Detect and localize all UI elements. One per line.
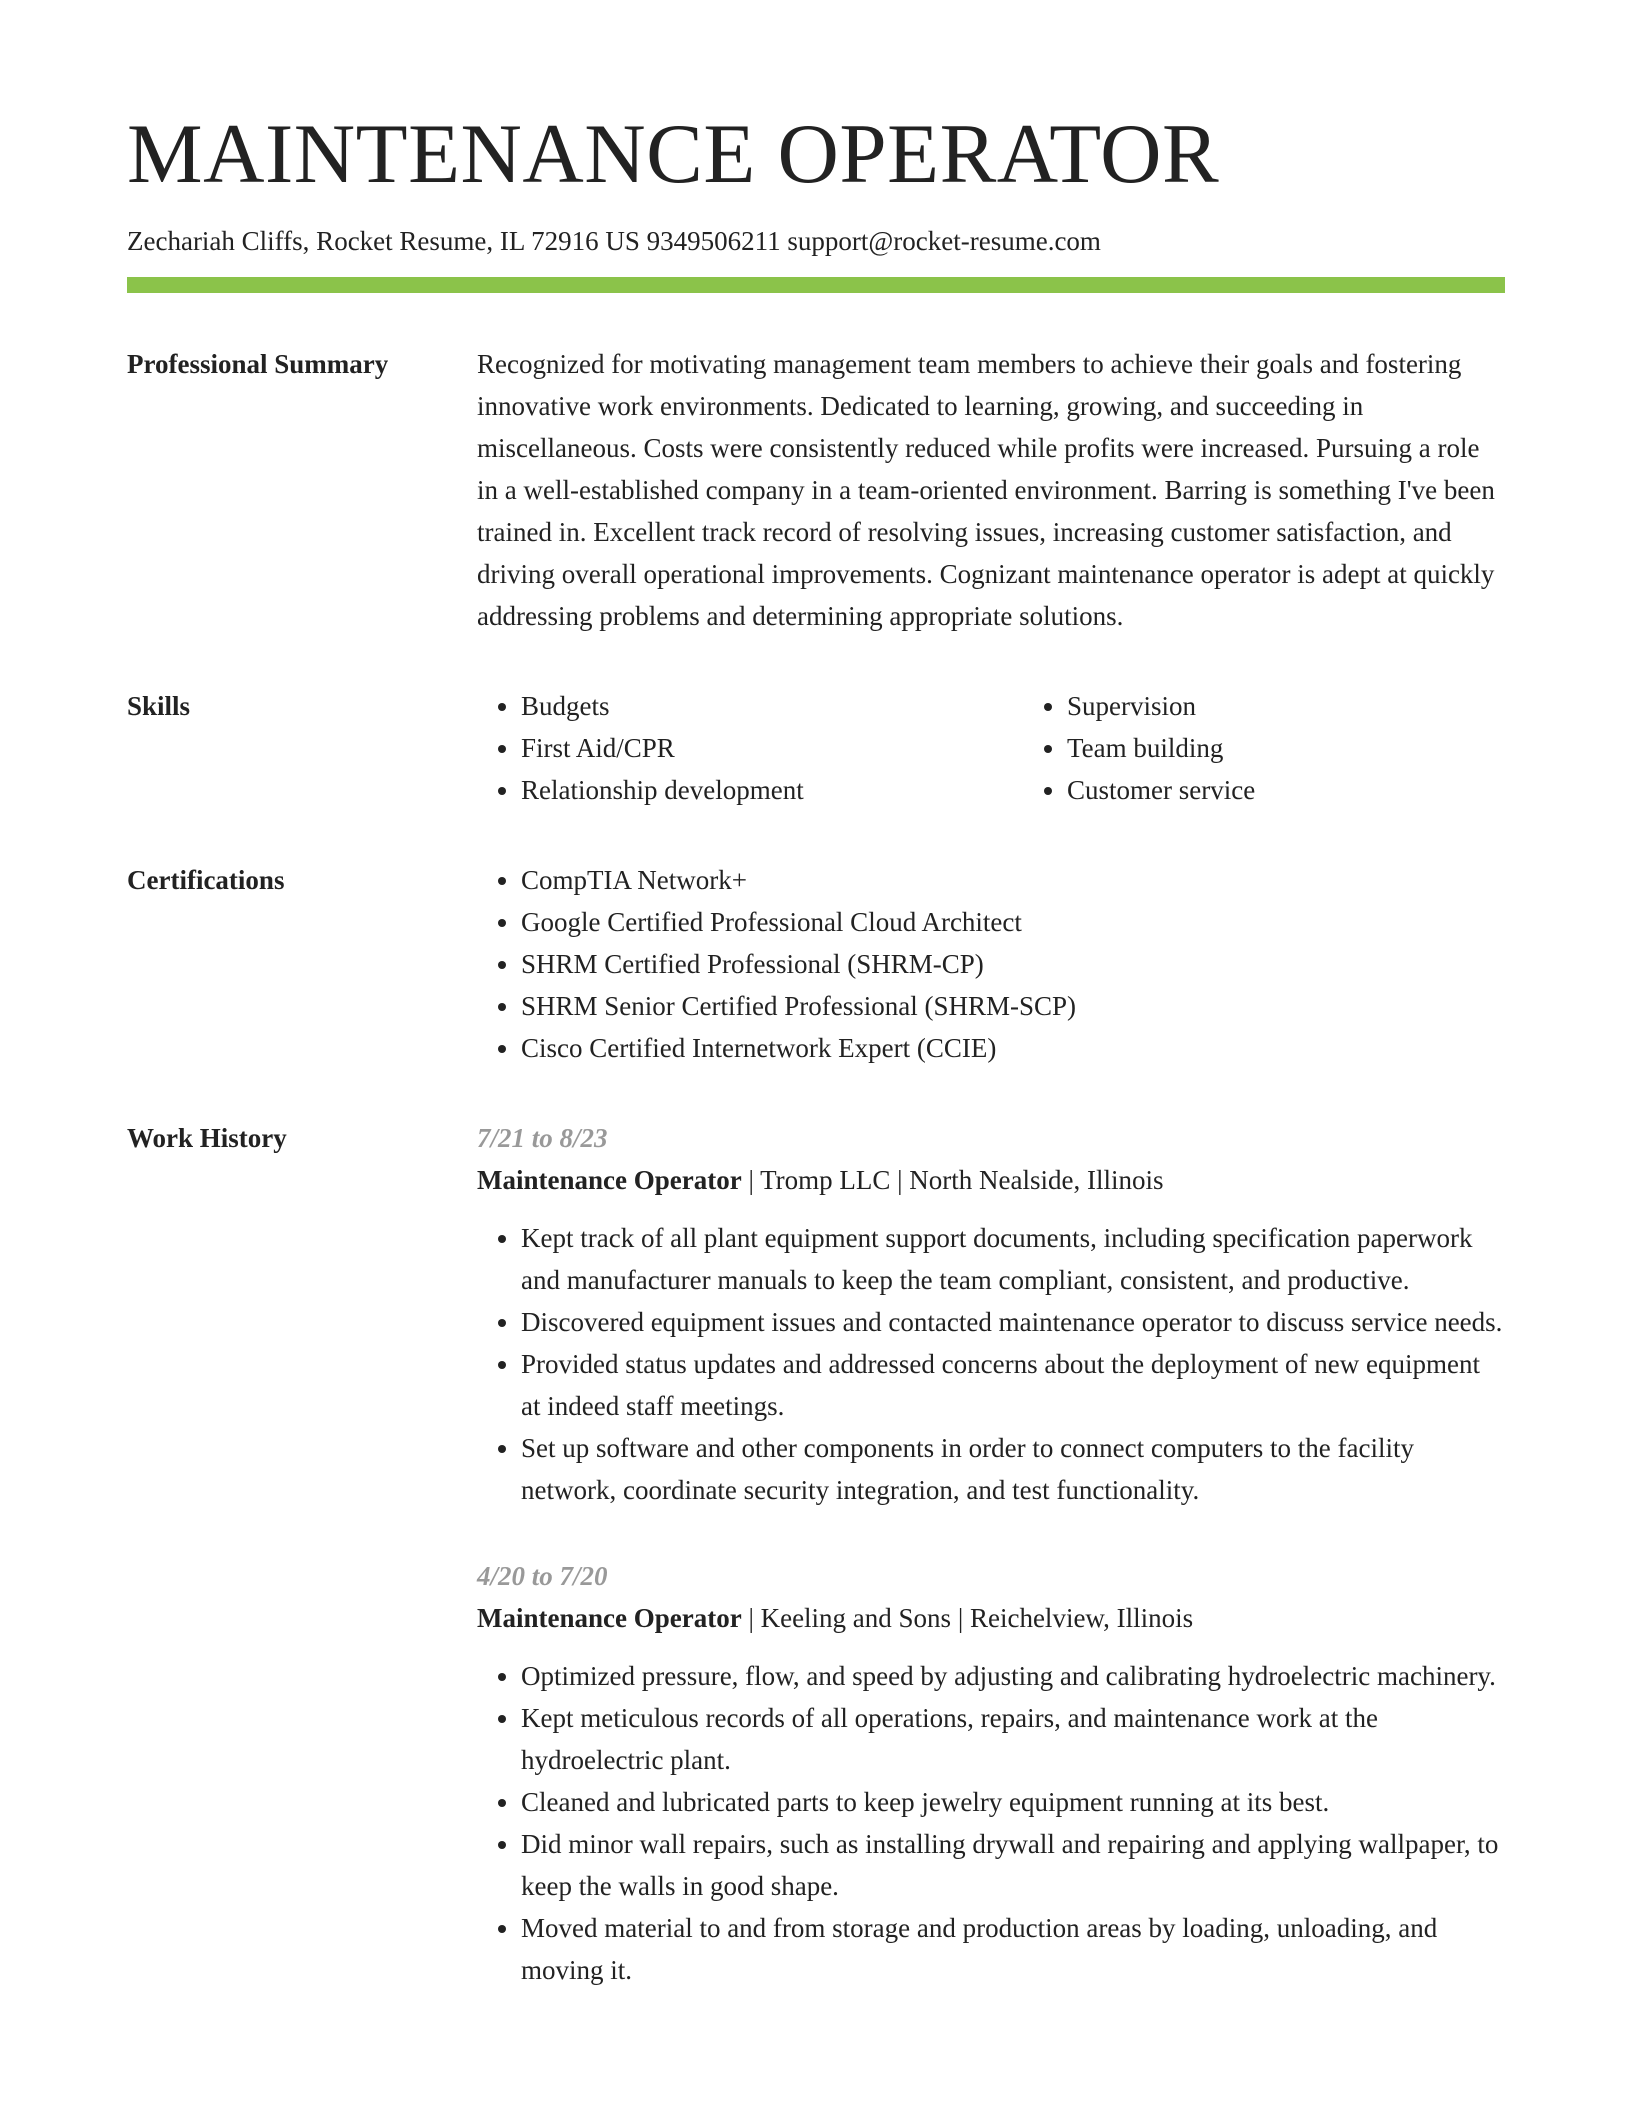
- certification-item: • CompTIA Network+: [521, 859, 1505, 901]
- certification-item: • SHRM Senior Certified Professional (SHRM-SCP): [521, 985, 1505, 1027]
- contact-phone: 9349506211: [646, 226, 781, 256]
- skill-item: • Supervision: [1067, 685, 1505, 727]
- job-bullets: [477, 1655, 1505, 1991]
- job-bullet: • Discovered equipment issues and contacted maintenance operator to discuss service needs.: [521, 1301, 1505, 1343]
- job-dates: 7/21 to 8/23: [477, 1123, 608, 1154]
- summary-text: Recognized for motivating management team members to achieve their goals and fostering innovative work environments. Dedicated to learning, growing, and succeeding in miscellaneous. Costs were consistently reduced while profits were increased. Pursuing a role in a well-established company in a team-oriented environment. Barring is something I've been trained in. Excellent track record of resolving issues, increasing customer satisfaction, and driving overall operational improvements. Cognizant maintenance operator is adept at quickly addressing problems and determining appropriate solutions.: [477, 349, 1495, 632]
- job-bullets: [477, 1217, 1505, 1511]
- job-header: [477, 1159, 1505, 1201]
- work-history-section: [127, 1117, 1505, 1991]
- job-bullet: • Did minor wall repairs, such as installing drywall and repairing and applying wallpaper, to keep the walls in good shape.: [521, 1823, 1505, 1907]
- job-bullet: • Optimized pressure, flow, and speed by adjusting and calibrating hydroelectric machinery.: [521, 1655, 1505, 1697]
- contact-address: Zechariah Cliffs, Rocket Resume, IL 72916 US: [127, 226, 640, 256]
- job-bullet: • Provided status updates and addressed concerns about the deployment of new equipment at indeed staff meetings.: [521, 1343, 1505, 1427]
- job-bullet: • Kept track of all plant equipment support documents, including specification paperwork and manufacturer manuals to keep the team compliant, consistent, and productive.: [521, 1217, 1505, 1301]
- contact-line: [127, 225, 1505, 257]
- candidate-name: MAINTENANCE OPERATOR: [127, 107, 1220, 201]
- job-entry: [477, 1117, 1505, 1511]
- job-details: | Keeling and Sons | Reichelview, Illinois: [741, 1603, 1194, 1634]
- skills-list-right: [1023, 685, 1505, 811]
- skill-item: • Relationship development: [521, 769, 1023, 811]
- skill-item: • Customer service: [1067, 769, 1505, 811]
- certifications-heading: Certifications: [127, 865, 285, 896]
- certification-item: • Cisco Certified Internetwork Expert (CCIE): [521, 1027, 1505, 1069]
- job-entry: [477, 1555, 1505, 1991]
- skills-list-left: [477, 685, 1023, 811]
- certifications-section: [127, 859, 1505, 1069]
- certification-item: • SHRM Certified Professional (SHRM-CP): [521, 943, 1505, 985]
- job-dates: 4/20 to 7/20: [477, 1561, 608, 1592]
- skill-item: • Budgets: [521, 685, 1023, 727]
- job-bullet: • Cleaned and lubricated parts to keep jewelry equipment running at its best.: [521, 1781, 1505, 1823]
- job-bullet: • Set up software and other components in order to connect computers to the facility network, coordinate security integration, and test functionality.: [521, 1427, 1505, 1511]
- summary-heading: Professional Summary: [127, 349, 389, 380]
- skill-item: • Team building: [1067, 727, 1505, 769]
- skills-heading: Skills: [127, 691, 191, 722]
- summary-section: [127, 343, 1505, 637]
- job-header: [477, 1597, 1505, 1639]
- job-title: Maintenance Operator: [477, 1603, 742, 1634]
- contact-email: support@rocket-resume.com: [787, 226, 1101, 256]
- job-title: Maintenance Operator: [477, 1165, 742, 1196]
- certifications-list: [477, 859, 1505, 1069]
- job-bullet: • Kept meticulous records of all operations, repairs, and maintenance work at the hydroelectric plant.: [521, 1697, 1505, 1781]
- job-bullet: • Moved material to and from storage and production areas by loading, unloading, and moving it.: [521, 1907, 1505, 1991]
- certification-item: • Google Certified Professional Cloud Architect: [521, 901, 1505, 943]
- skills-section: [127, 685, 1505, 811]
- header-divider: [127, 277, 1505, 293]
- work-history-heading: Work History: [127, 1123, 287, 1154]
- skill-item: • First Aid/CPR: [521, 727, 1023, 769]
- job-details: | Tromp LLC | North Nealside, Illinois: [741, 1165, 1164, 1196]
